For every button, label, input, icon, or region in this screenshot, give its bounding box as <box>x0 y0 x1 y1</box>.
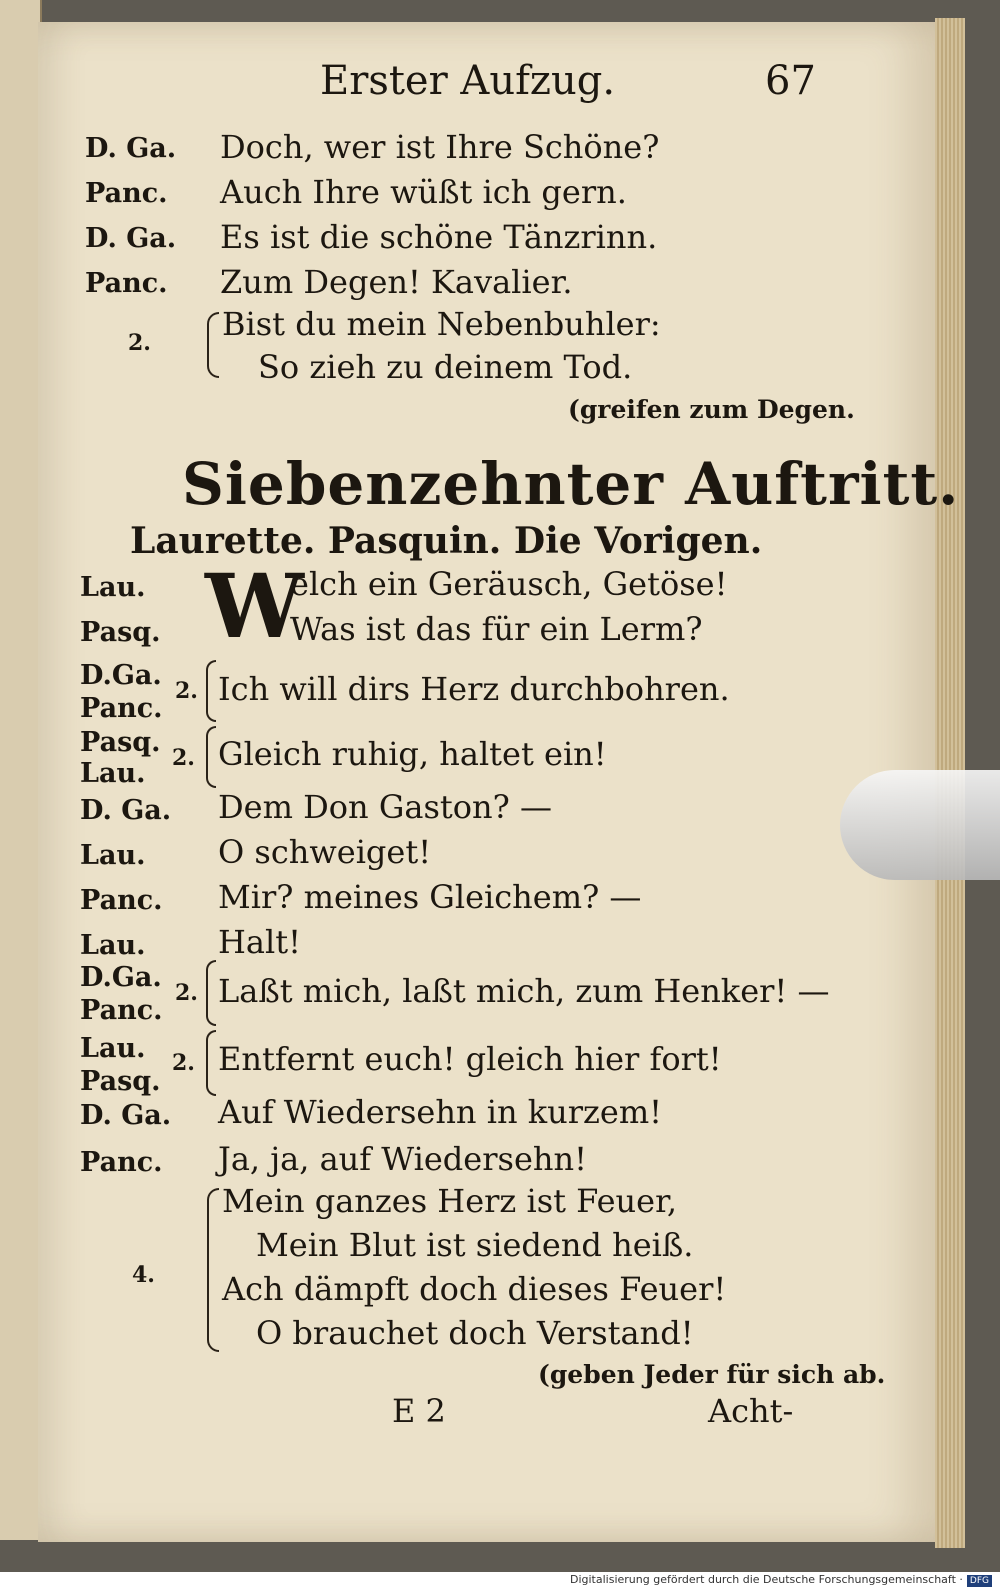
dialogue-line: Laßt mich, laßt mich, zum Henker! — <box>218 972 830 1010</box>
scene-title: Siebenzehnter Auftritt. <box>182 450 960 518</box>
speaker: Pasq. <box>80 1066 161 1097</box>
speaker: Panc. <box>80 885 163 916</box>
brace <box>206 960 216 1026</box>
stage-direction: (geben Jeder für sich ab. <box>538 1360 886 1389</box>
brace <box>206 660 216 722</box>
dialogue-line: Halt! <box>218 923 301 961</box>
speaker: D.Ga. <box>80 962 162 993</box>
speaker: Panc. <box>85 268 168 299</box>
speaker: D. Ga. <box>80 1100 172 1131</box>
speaker: Pasq. <box>80 617 161 648</box>
brace <box>207 312 219 378</box>
previous-page-edge <box>0 0 42 1540</box>
voice-count: 2. <box>175 980 198 1006</box>
dialogue-line: Entfernt euch! gleich hier fort! <box>218 1040 722 1078</box>
speaker: Lau. <box>80 1033 146 1064</box>
stage-direction: (greifen zum Degen. <box>568 395 855 424</box>
quartet-line: Mein Blut ist siedend heiß. <box>256 1226 694 1264</box>
dialogue-line: Was ist das für ein Lerm? <box>290 610 703 648</box>
voice-count: 2. <box>172 1050 195 1076</box>
dialogue-line: Gleich ruhig, haltet ein! <box>218 735 607 773</box>
voice-count: 2. <box>175 678 198 704</box>
speaker: D. Ga. <box>85 223 177 254</box>
dialogue-line: Ich will dirs Herz durchbohren. <box>218 670 730 708</box>
speaker: Lau. <box>80 840 146 871</box>
page-clip <box>840 770 1000 880</box>
brace <box>207 1188 219 1352</box>
dialogue-line: Doch, wer ist Ihre Schöne? <box>220 128 660 166</box>
speaker: Lau. <box>80 930 146 961</box>
speaker: Lau. <box>80 572 146 603</box>
speaker: Pasq. <box>80 727 161 758</box>
speaker: Panc. <box>80 693 163 724</box>
scene-characters: Laurette. Pasquin. Die Vorigen. <box>130 520 763 562</box>
voice-count: 2. <box>172 745 195 771</box>
dialogue-line: Zum Degen! Kavalier. <box>220 263 573 301</box>
quartet-line: O brauchet doch Verstand! <box>256 1314 694 1352</box>
credit-text: Digitalisierung gefördert durch die Deutsche Forschungsgemeinschaft · <box>569 1573 963 1586</box>
dialogue-line: Mir? meines Gleichem? — <box>218 878 642 916</box>
drop-cap: W <box>205 554 304 658</box>
quartet-line: Mein ganzes Herz ist Feuer, <box>222 1182 678 1220</box>
speaker: Lau. <box>80 758 146 789</box>
speaker: D. Ga. <box>80 795 172 826</box>
signature-mark: E 2 <box>392 1392 446 1430</box>
brace <box>206 1030 216 1096</box>
dialogue-line: O schweiget! <box>218 833 432 871</box>
dialogue-line: Auch Ihre wüßt ich gern. <box>220 173 627 211</box>
dialogue-line: elch ein Geräusch, Getöse! <box>290 565 728 603</box>
dfg-logo: DFG <box>967 1575 992 1587</box>
catchword: Acht- <box>708 1392 794 1430</box>
duet-line: Bist du mein Nebenbuhler: <box>222 305 661 343</box>
dialogue-line: Es ist die schöne Tänzrinn. <box>220 218 658 256</box>
speaker: Panc. <box>85 178 168 209</box>
quartet-line: Ach dämpft doch dieses Feuer! <box>222 1270 727 1308</box>
page-number: 67 <box>765 58 816 104</box>
speaker: D.Ga. <box>80 660 162 691</box>
brace <box>206 726 216 788</box>
dialogue-line: Ja, ja, auf Wiedersehn! <box>218 1140 587 1178</box>
duet-line: So zieh zu deinem Tod. <box>258 348 633 386</box>
voice-count: 4. <box>132 1262 155 1288</box>
speaker: D. Ga. <box>85 133 177 164</box>
speaker: Panc. <box>80 1147 163 1178</box>
voice-count: 2. <box>128 330 151 356</box>
speaker: Panc. <box>80 995 163 1026</box>
dialogue-line: Dem Don Gaston? — <box>218 788 552 826</box>
running-header: Erster Aufzug. <box>320 58 616 104</box>
digitization-credit <box>570 1573 992 1587</box>
dialogue-line: Auf Wiedersehn in kurzem! <box>218 1093 663 1131</box>
